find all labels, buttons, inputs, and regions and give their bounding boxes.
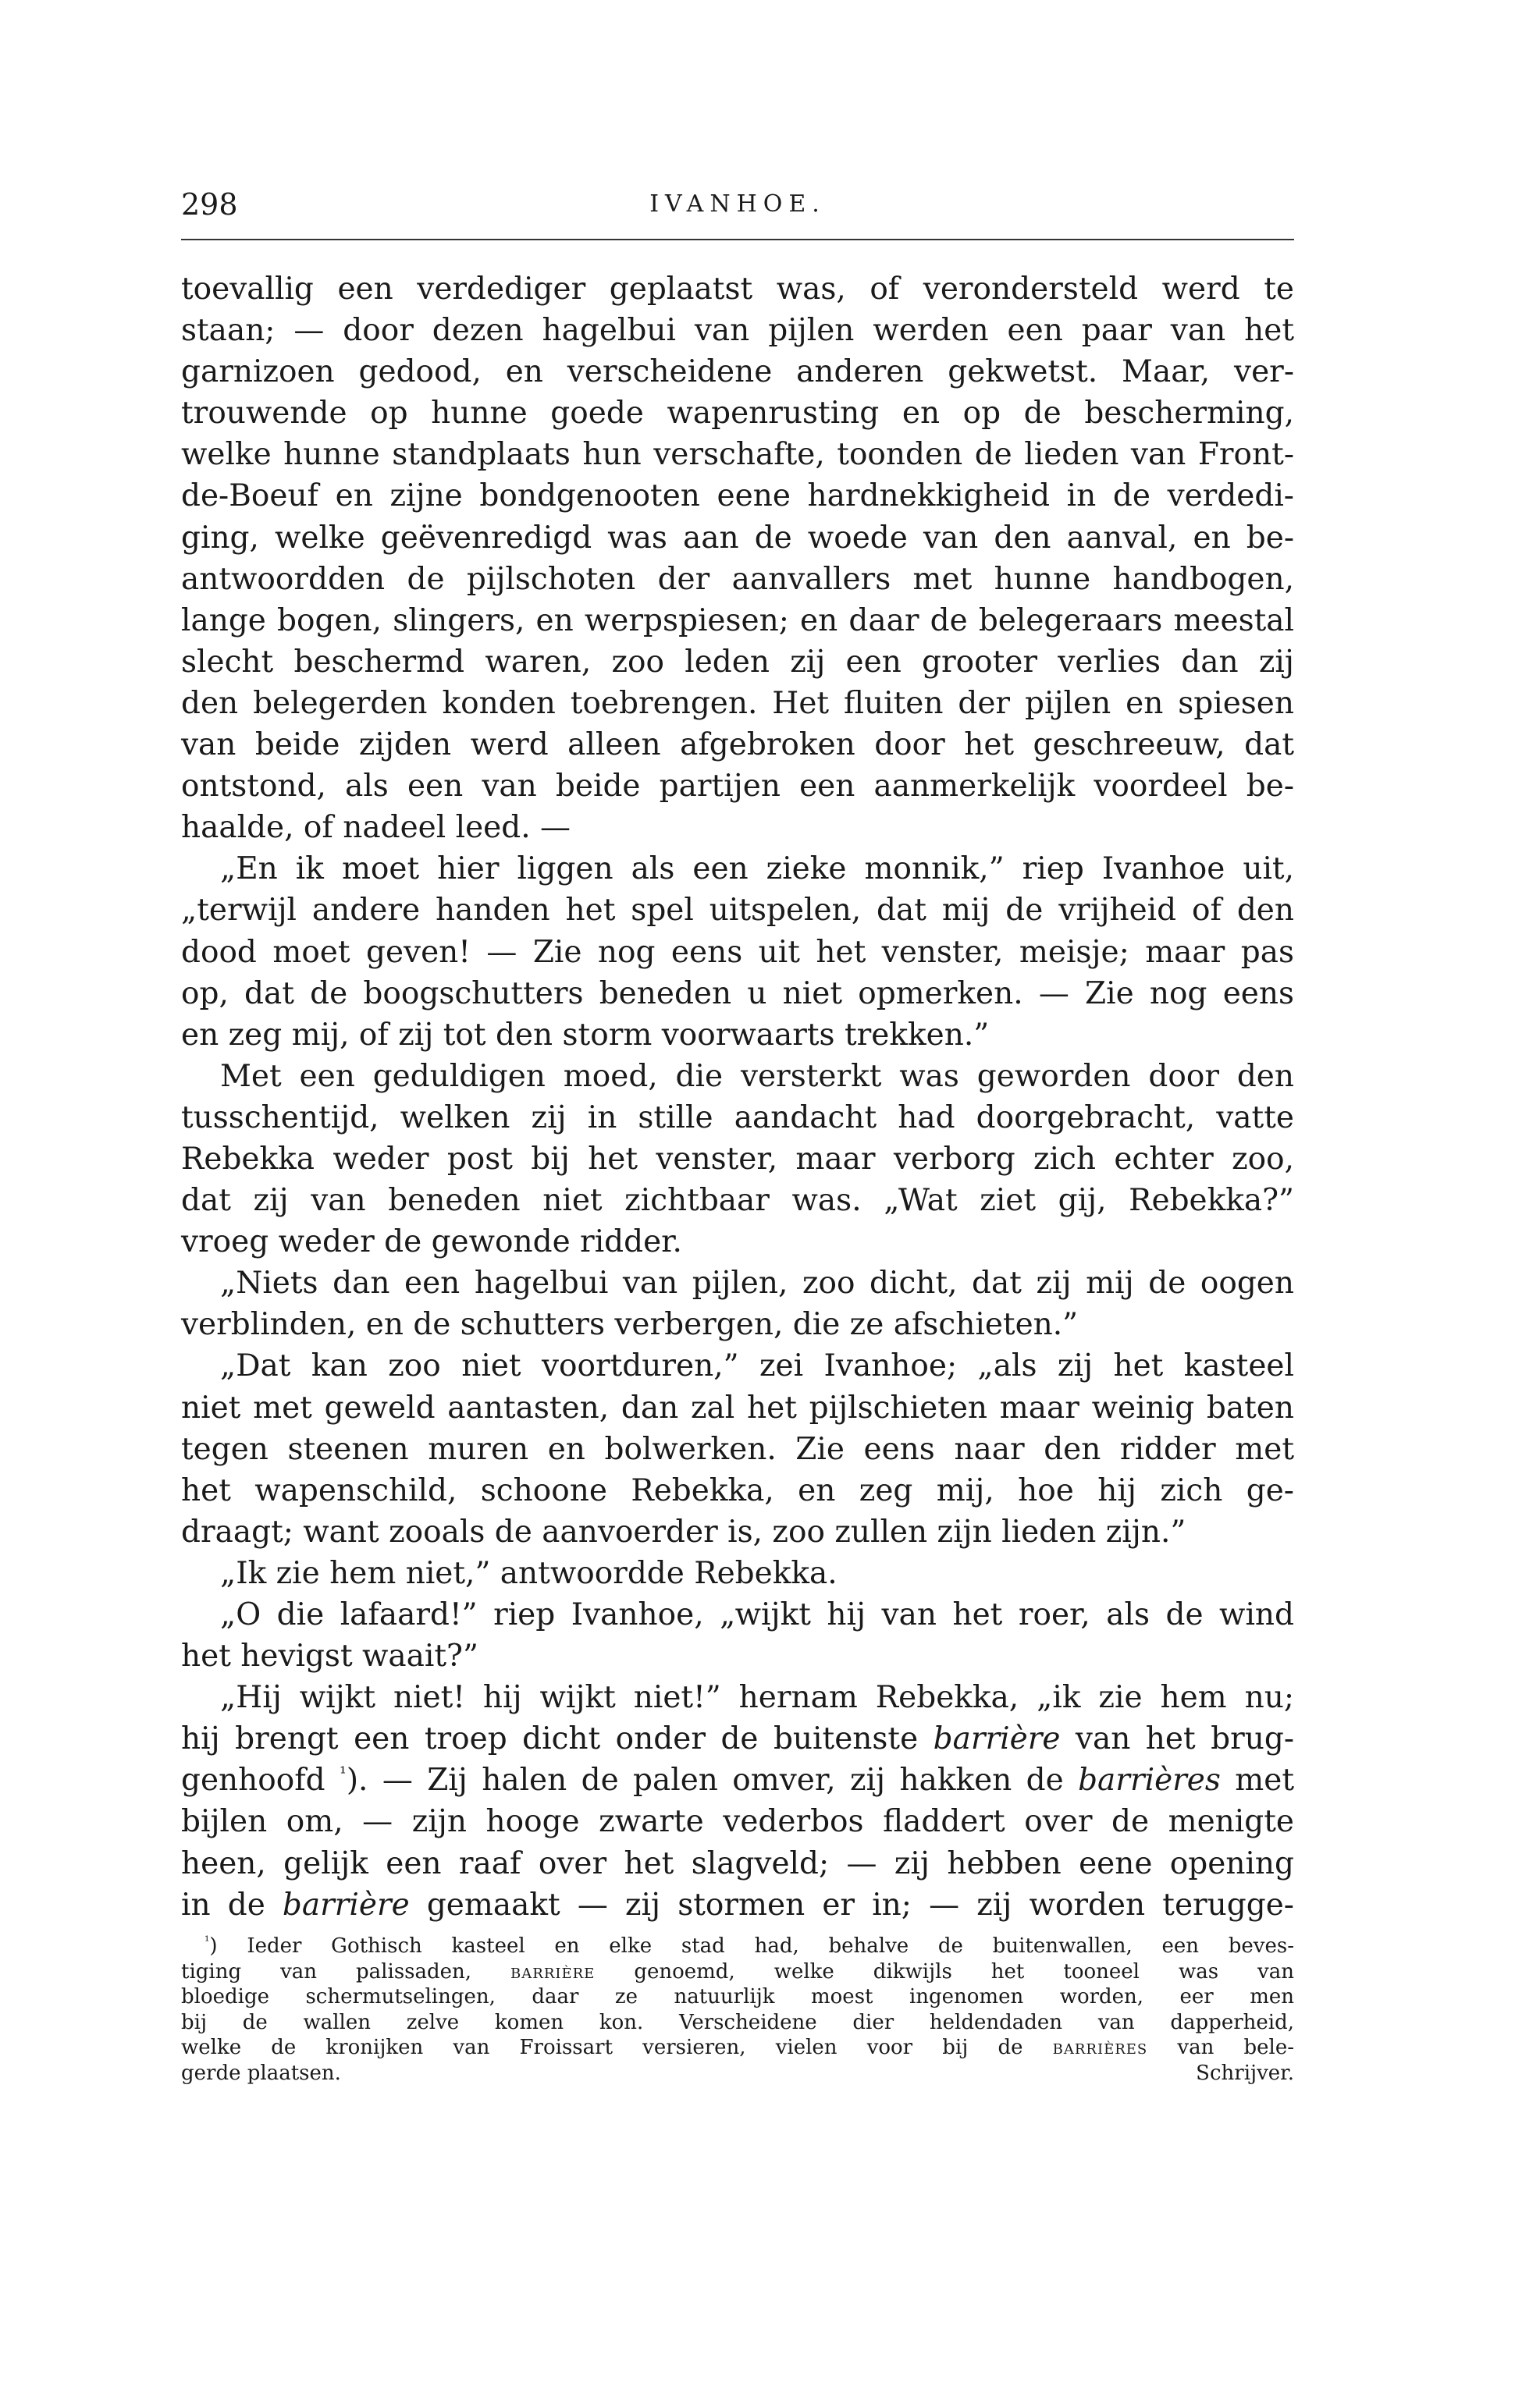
footnote-reference: ¹: [340, 1764, 347, 1785]
small-caps-term: barrière: [510, 1959, 596, 1984]
text-line: ging, welke geëvenredigd was aan de woede van den aanval, en be-: [181, 520, 1294, 556]
footnote-signature: Schrijver.: [1196, 2061, 1294, 2085]
footnote-line: bloedige schermutselingen, daar ze natuurlijk moest ingenomen worden, eer men: [181, 1985, 1294, 2008]
small-caps-term: barrières: [1052, 2036, 1148, 2059]
running-title: IVANHOE.: [649, 190, 826, 218]
text-line: „O die lafaard!” riep Ivanhoe, „wijkt hij van het roer, als de wind: [220, 1597, 1294, 1632]
text-segment: welke de kronijken van Froissart versieren, vielen voor bij de: [181, 2036, 1023, 2059]
text-line: heen, gelijk een raaf over het slagveld; — zij hebben eene opening: [181, 1845, 1294, 1881]
text-line: „terwijl andere handen het spel uitspelen, dat mij de vrijheid of den: [181, 893, 1294, 929]
text-line: „En ik moet hier liggen als een zieke monnik,” riep Ivanhoe uit,: [220, 851, 1294, 887]
text-line: [181, 1760, 1294, 1801]
text-segment: van bele-: [1177, 2036, 1295, 2059]
footnote-line: [181, 1959, 1294, 1985]
text-segment: van het brug-: [1075, 1721, 1295, 1757]
text-line: slecht beschermd waren, zoo leden zij een grooter verlies dan zij: [181, 644, 1294, 680]
footnote-line: bij de wallen zelve komen kon. Verscheidene dier heldendaden van dapperheid,: [181, 2010, 1294, 2034]
text-line: tusschentijd, welken zij in stille aandacht had doorgebracht, vatte: [181, 1099, 1294, 1135]
text-segment: hij brengt een troep dicht onder de buitenste: [181, 1721, 919, 1757]
text-line: niet met geweld aantasten, dan zal het pijlschieten maar weinig baten: [181, 1390, 1294, 1426]
footnote-marker: ¹: [204, 1933, 210, 1948]
page-header: [181, 187, 1294, 234]
text-line: toevallig een verdediger geplaatst was, of verondersteld werd te: [181, 272, 1294, 307]
text-line: „Niets dan een hagelbui van pijlen, zoo dicht, dat zij mij de oogen: [220, 1266, 1294, 1302]
text-line: den belegerden konden toebrengen. Het fluiten der pijlen en spiesen: [181, 685, 1294, 721]
italic-term: barrière: [933, 1721, 1061, 1757]
footnote: [181, 1934, 1294, 2086]
text-segment: genhoofd: [181, 1763, 325, 1799]
text-line: ontstond, als een van beide partijen een aanmerkelijk voordeel be-: [181, 769, 1294, 804]
italic-term: barrières: [1078, 1763, 1221, 1799]
text-line: tegen steenen muren en bolwerken. Zie eens naar den ridder met: [181, 1431, 1294, 1467]
page-number: 298: [181, 187, 238, 222]
text-segment: gerde plaatsen.: [181, 2061, 341, 2085]
footnote-line: [181, 2035, 1294, 2061]
text-line: „Ik zie hem niet,” antwoordde Rebekka.: [220, 1555, 838, 1591]
text-line: [181, 1884, 1294, 1926]
footnote-line: [181, 1934, 1294, 1959]
text-line: „Hij wijkt niet! hij wijkt niet!” hernam Rebekka, „ik zie hem nu;: [220, 1680, 1294, 1716]
text-line: verblinden, en de schutters verbergen, die ze afschieten.”: [181, 1307, 1079, 1343]
text-segment: gemaakt — zij stormen er in; — zij worden terugge-: [426, 1887, 1294, 1923]
text-line: lange bogen, slingers, en werpspiesen; en daar de belegeraars meestal: [181, 602, 1294, 638]
text-line: het hevigst waait?”: [181, 1639, 478, 1675]
text-segment: in de: [181, 1887, 265, 1923]
text-segment: genoemd, welke dikwijls het tooneel was van: [634, 1959, 1294, 1984]
text-line: bijlen om, — zijn hooge zwarte vederbos fladdert over de menigte: [181, 1804, 1294, 1840]
text-line: op, dat de boogschutters beneden u niet opmerken. — Zie nog eens: [181, 975, 1294, 1011]
body-text: [181, 268, 1294, 1926]
italic-term: barrière: [282, 1887, 410, 1923]
text-line: Met een geduldigen moed, die versterkt was geworden door den: [220, 1058, 1294, 1094]
text-line: trouwende op hunne goede wapenrusting en op de bescherming,: [181, 396, 1294, 432]
text-line: en zeg mij, of zij tot den storm voorwaarts trekken.”: [181, 1017, 990, 1053]
text-line: haalde, of nadeel leed. —: [181, 810, 571, 846]
text-segment: met: [1235, 1763, 1294, 1799]
text-line: [181, 1718, 1294, 1760]
text-line: Rebekka weder post bij het venster, maar verborg zich echter zoo,: [181, 1141, 1294, 1177]
text-line: „Dat kan zoo niet voortduren,” zei Ivanhoe; „als zij het kasteel: [220, 1348, 1294, 1384]
text-segment: tiging van palissaden,: [181, 1959, 472, 1984]
header-rule: [181, 239, 1294, 240]
text-segment: ) Ieder Gothisch kasteel en elke stad had, behalve de buitenwallen, een beves-: [209, 1934, 1294, 1958]
text-line: staan; — door dezen hagelbui van pijlen werden een paar van het: [181, 313, 1294, 349]
text-line: draagt; want zooals de aanvoerder is, zoo zullen zijn lieden zijn.”: [181, 1514, 1186, 1550]
text-line: vroeg weder de gewonde ridder.: [181, 1224, 682, 1260]
text-line: van beide zijden werd alleen afgebroken door het geschreeuw, dat: [181, 727, 1294, 763]
text-segment: ). — Zij halen de palen omver, zij hakken de: [346, 1763, 1064, 1799]
footnote-line: [181, 2061, 1294, 2087]
text-line: het wapenschild, schoone Rebekka, en zeg mij, hoe hij zich ge-: [181, 1472, 1294, 1508]
text-line: welke hunne standplaats hun verschafte, toonden de lieden van Front-: [181, 437, 1294, 473]
text-line: dood moet geven! — Zie nog eens uit het venster, meisje; maar pas: [181, 934, 1294, 970]
text-line: antwoordden de pijlschoten der aanvallers met hunne handbogen,: [181, 561, 1294, 597]
text-line: garnizoen gedood, en verscheidene anderen gekwetst. Maar, ver-: [181, 354, 1294, 390]
text-line: dat zij van beneden niet zichtbaar was. „Wat ziet gij, Rebekka?”: [181, 1183, 1294, 1219]
text-line: de-Boeuf en zijne bondgenooten eene hardnekkigheid in de verdedi-: [181, 478, 1294, 514]
